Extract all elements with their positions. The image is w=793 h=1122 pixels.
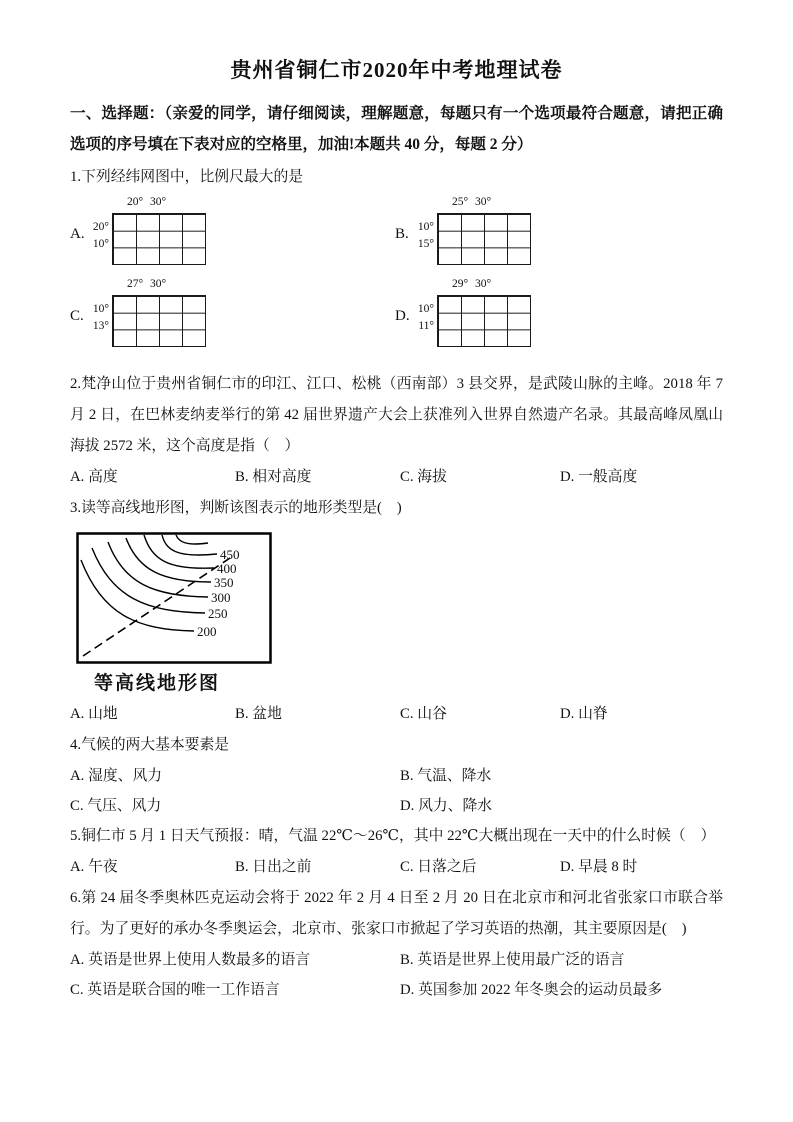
option-b: B. 气温、降水 (400, 768, 492, 784)
question-5 (70, 821, 723, 883)
latitude-label: 11° (418, 320, 434, 332)
contour-label-400: 400 (217, 561, 237, 576)
option-b: B. 日出之前 (235, 859, 312, 875)
q1-diagram-row-1 (70, 196, 723, 265)
longitude-label: 29° (451, 278, 469, 290)
question-4-stem: 4.气候的两大基本要素是 (70, 737, 230, 753)
option-a: A. 高度 (70, 469, 118, 485)
latitude-label: 10° (92, 303, 109, 315)
page-title: 贵州省铜仁市2020年中考地理试卷 (230, 58, 563, 82)
longitude-label: 20° (126, 196, 144, 208)
question-6-options-row-2 (70, 975, 723, 1005)
longitude-label: 30° (474, 196, 492, 208)
question-1 (70, 162, 723, 347)
latlon-grid-c (92, 278, 206, 347)
option-d: D. 山脊 (560, 706, 608, 722)
grid-figure (437, 213, 531, 265)
question-3-stem: 3.读等高线地形图，判断该图表示的地形类型是( ) (70, 500, 402, 516)
question-6 (70, 883, 723, 1005)
latitude-label: 10° (417, 221, 434, 233)
option-c: C. 海拔 (400, 469, 447, 485)
question-1-stem: 1.下列经纬网图中，比例尺最大的是 (70, 169, 304, 185)
latlon-grid-option-a (70, 196, 395, 265)
latitude-label: 10° (92, 238, 109, 250)
contour-label-250: 250 (208, 606, 228, 621)
figure-caption: 等高线地形图 (94, 673, 221, 694)
option-b: B. 盆地 (235, 706, 282, 722)
question-5-options (70, 852, 723, 883)
contour-label-300: 300 (211, 590, 231, 605)
option-c: C. 山谷 (400, 706, 447, 722)
option-c: C. 日落之后 (400, 859, 477, 875)
longitude-label: 30° (149, 196, 167, 208)
option-a: A. 湿度、风力 (70, 768, 163, 784)
latlon-grid-option-b (395, 196, 531, 265)
grid-figure (112, 295, 206, 347)
option-c: C. 气压、风力 (70, 798, 162, 814)
latlon-grid-b (417, 196, 531, 265)
latitude-label: 10° (417, 303, 434, 315)
option-b: B. 英语是世界上使用最广泛的语言 (400, 952, 625, 968)
contour-label-350: 350 (214, 575, 234, 590)
latlon-grid-a (92, 196, 206, 265)
option-d: D. 一般高度 (560, 469, 638, 485)
latlon-grid-option-d (395, 278, 531, 347)
longitude-label: 30° (474, 278, 492, 290)
option-a: A. 英语是世界上使用人数最多的语言 (70, 952, 311, 968)
option-letter-d: D. (395, 307, 410, 324)
question-3 (70, 493, 723, 730)
option-letter-a: A. (70, 225, 85, 242)
latitude-label: 20° (92, 221, 109, 233)
latlon-grid-d (417, 278, 531, 347)
contour-map-svg (76, 532, 272, 664)
question-4 (70, 730, 723, 821)
option-c: C. 英语是联合国的唯一工作语言 (70, 982, 280, 998)
option-b: B. 相对高度 (235, 469, 312, 485)
question-2 (70, 369, 723, 493)
question-2-options (70, 462, 723, 493)
grid-figure (437, 295, 531, 347)
option-a: A. 午夜 (70, 859, 118, 875)
q1-diagram-area (70, 196, 723, 347)
longitude-label: 27° (126, 278, 144, 290)
option-d: D. 早晨 8 时 (560, 859, 638, 875)
latitude-label: 13° (92, 320, 109, 332)
section-heading: 一、选择题：（亲爱的同学，请仔细阅读，理解题意，每题只有一个选项最符合题意，请把正确选项的序号填在下表对应的空格里，加油!本题共 40 分，每题 2 分） (70, 105, 723, 153)
question-4-options-row-1 (70, 761, 723, 791)
latlon-grid-option-c (70, 278, 395, 347)
contour-map-figure (76, 532, 723, 664)
option-letter-c: C. (70, 307, 84, 324)
question-4-options-row-2 (70, 791, 723, 821)
question-6-stem: 6.第 24 届冬季奥林匹克运动会将于 2022 年 2 月 4 日至 2 月 20 日在北京市和河北省张家口市联合举行。为了更好的承办冬季奥运会，北京市、张家口市掀起了学习英语的热潮，其主要原因是( ) (70, 890, 723, 937)
option-letter-b: B. (395, 225, 409, 242)
contour-label-200: 200 (197, 624, 217, 639)
option-a: A. 山地 (70, 706, 118, 722)
question-2-stem: 2.梵净山位于贵州省铜仁市的印江、江口、松桃（西南部）3 县交界，是武陵山脉的主峰。2018 年 7 月 2 日，在巴林麦纳麦举行的第 42 届世界遗产大会上获准列入世界自然遗产名录。其最高峰凤凰山海拔 2572 米，这个高度是指（ ） (70, 376, 723, 454)
grid-figure (112, 213, 206, 265)
question-6-options-row-1 (70, 945, 723, 975)
contour-label-450: 450 (220, 547, 240, 562)
question-5-stem: 5.铜仁市 5 月 1 日天气预报：晴，气温 22℃～26℃，其中 22℃大概出现在一天中的什么时候（ ） (70, 828, 716, 844)
q1-diagram-row-2 (70, 278, 723, 347)
longitude-label: 30° (149, 278, 167, 290)
question-3-options (70, 699, 723, 730)
latitude-label: 15° (417, 238, 434, 250)
option-d: D. 英国参加 2022 年冬奥会的运动员最多 (400, 982, 663, 998)
option-d: D. 风力、降水 (400, 798, 493, 814)
longitude-label: 25° (451, 196, 469, 208)
